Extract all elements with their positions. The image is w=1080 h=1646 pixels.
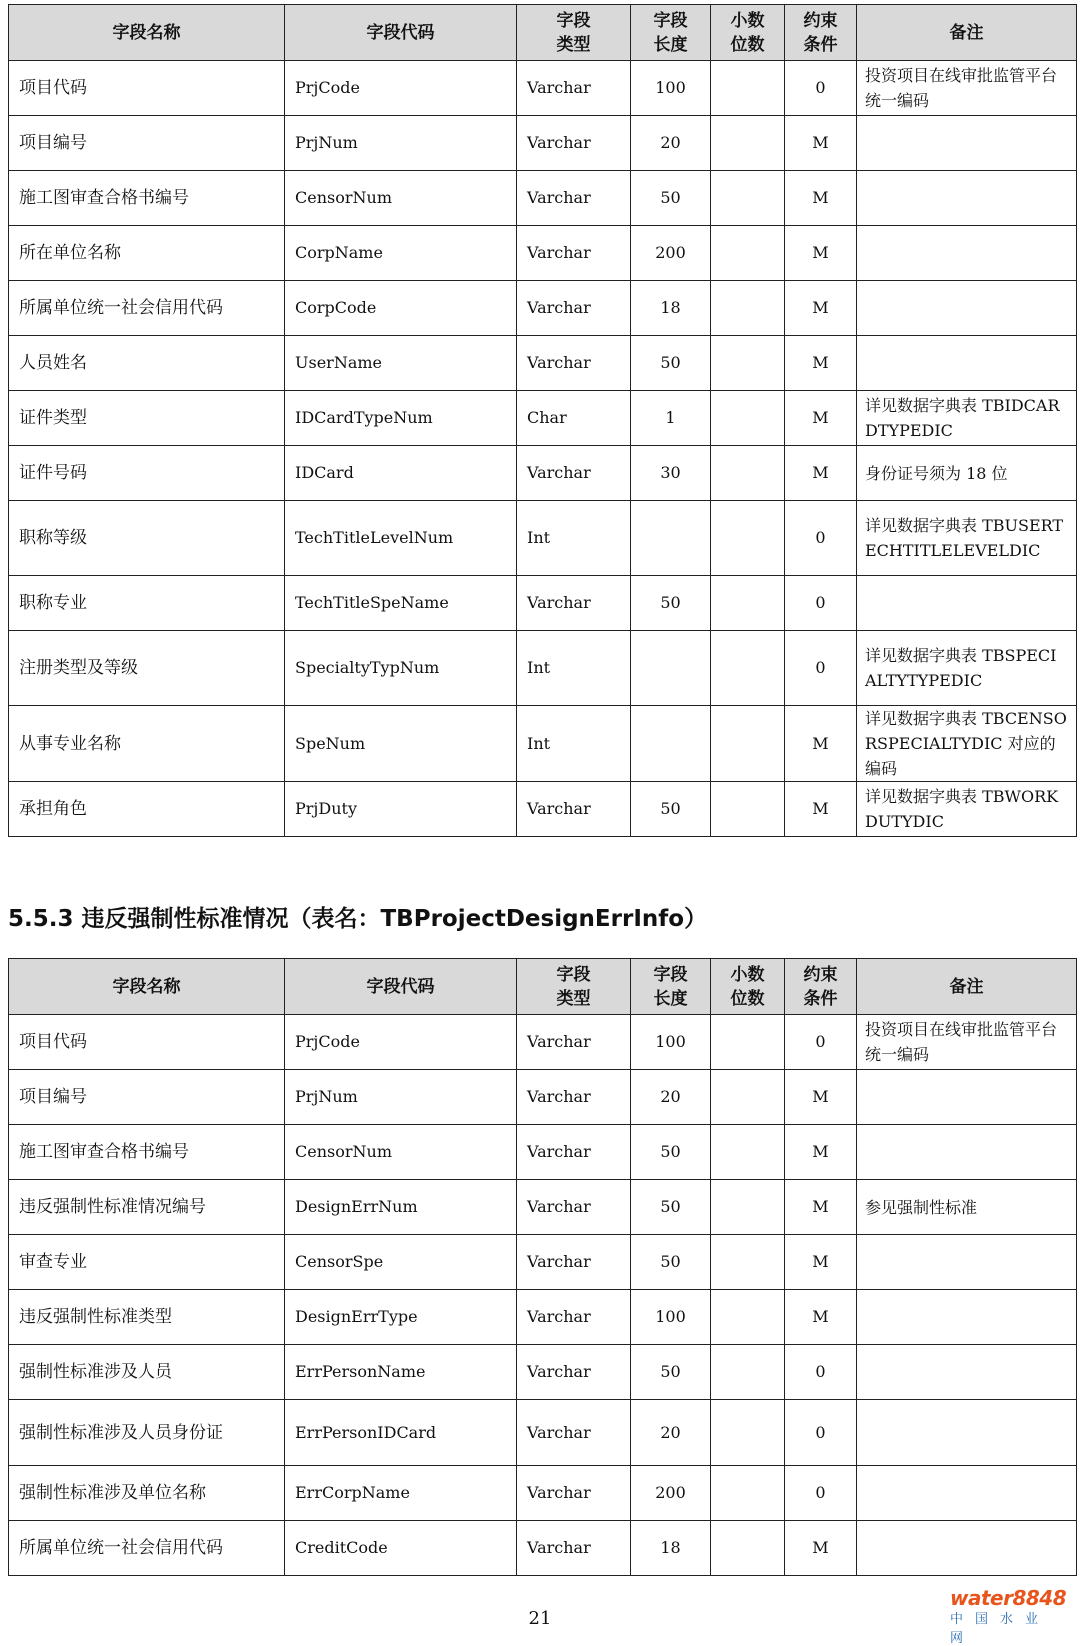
column-header: 字段 类型 bbox=[517, 959, 631, 1015]
cell-len: 100 bbox=[631, 1015, 711, 1070]
cell-dec bbox=[711, 706, 785, 782]
cell-dec bbox=[711, 391, 785, 446]
cell-type: Varchar bbox=[517, 1290, 631, 1345]
cell-type: Varchar bbox=[517, 576, 631, 631]
cell-dec bbox=[711, 501, 785, 576]
cell-code: DesignErrNum bbox=[285, 1180, 517, 1235]
column-header: 备注 bbox=[857, 5, 1077, 61]
cell-type: Varchar bbox=[517, 782, 631, 837]
field-table-personnel bbox=[8, 4, 1077, 837]
cell-remark bbox=[857, 1521, 1077, 1576]
cell-con: M bbox=[785, 706, 857, 782]
cell-name: 职称等级 bbox=[9, 501, 285, 576]
cell-code: SpeNum bbox=[285, 706, 517, 782]
table-row bbox=[9, 631, 1077, 706]
cell-name: 施工图审查合格书编号 bbox=[9, 171, 285, 226]
column-header: 备注 bbox=[857, 959, 1077, 1015]
watermark-logo bbox=[950, 1586, 1070, 1646]
cell-code: SpecialtyTypNum bbox=[285, 631, 517, 706]
table-row bbox=[9, 281, 1077, 336]
cell-type: Varchar bbox=[517, 1521, 631, 1576]
cell-con: M bbox=[785, 1235, 857, 1290]
cell-con: M bbox=[785, 1521, 857, 1576]
cell-type: Int bbox=[517, 501, 631, 576]
cell-name: 注册类型及等级 bbox=[9, 631, 285, 706]
cell-dec bbox=[711, 1070, 785, 1125]
cell-con: 0 bbox=[785, 576, 857, 631]
column-header: 小数 位数 bbox=[711, 959, 785, 1015]
cell-con: 0 bbox=[785, 1015, 857, 1070]
cell-len: 18 bbox=[631, 281, 711, 336]
cell-dec bbox=[711, 631, 785, 706]
cell-con: M bbox=[785, 446, 857, 501]
table-row bbox=[9, 1070, 1077, 1125]
column-header: 字段 长度 bbox=[631, 5, 711, 61]
cell-name: 所属单位统一社会信用代码 bbox=[9, 1521, 285, 1576]
cell-name: 证件类型 bbox=[9, 391, 285, 446]
column-header: 小数 位数 bbox=[711, 5, 785, 61]
cell-type: Varchar bbox=[517, 226, 631, 281]
cell-type: Int bbox=[517, 706, 631, 782]
cell-type: Char bbox=[517, 391, 631, 446]
cell-name: 强制性标准涉及人员 bbox=[9, 1345, 285, 1400]
cell-dec bbox=[711, 116, 785, 171]
cell-con: 0 bbox=[785, 61, 857, 116]
cell-name: 项目代码 bbox=[9, 61, 285, 116]
cell-name: 证件号码 bbox=[9, 446, 285, 501]
cell-remark bbox=[857, 576, 1077, 631]
cell-code: TechTitleLevelNum bbox=[285, 501, 517, 576]
cell-len: 50 bbox=[631, 1180, 711, 1235]
cell-dec bbox=[711, 446, 785, 501]
cell-name: 项目编号 bbox=[9, 116, 285, 171]
cell-remark: 投资项目在线审批监管平台统一编码 bbox=[857, 1015, 1077, 1070]
cell-con: M bbox=[785, 171, 857, 226]
cell-remark: 身份证号须为 18 位 bbox=[857, 446, 1077, 501]
cell-type: Varchar bbox=[517, 1015, 631, 1070]
table-row bbox=[9, 116, 1077, 171]
cell-remark: 详见数据字典表 TBWORKDUTYDIC bbox=[857, 782, 1077, 837]
cell-len: 200 bbox=[631, 226, 711, 281]
cell-dec bbox=[711, 61, 785, 116]
cell-remark bbox=[857, 1235, 1077, 1290]
cell-len: 50 bbox=[631, 1125, 711, 1180]
cell-dec bbox=[711, 1180, 785, 1235]
cell-len: 20 bbox=[631, 116, 711, 171]
cell-type: Varchar bbox=[517, 116, 631, 171]
cell-type: Int bbox=[517, 631, 631, 706]
table-row bbox=[9, 1466, 1077, 1521]
cell-name: 人员姓名 bbox=[9, 336, 285, 391]
section-title: 5.5.3 违反强制性标准情况（表名：TBProjectDesignErrInfo） bbox=[8, 906, 708, 932]
cell-con: M bbox=[785, 336, 857, 391]
cell-remark: 投资项目在线审批监管平台统一编码 bbox=[857, 61, 1077, 116]
cell-code: UserName bbox=[285, 336, 517, 391]
table-row bbox=[9, 226, 1077, 281]
cell-dec bbox=[711, 281, 785, 336]
cell-len: 1 bbox=[631, 391, 711, 446]
cell-dec bbox=[711, 1235, 785, 1290]
cell-con: M bbox=[785, 391, 857, 446]
cell-dec bbox=[711, 171, 785, 226]
cell-code: IDCard bbox=[285, 446, 517, 501]
cell-remark: 详见数据字典表 TBUSERTECHTITLELEVELDIC bbox=[857, 501, 1077, 576]
cell-remark bbox=[857, 171, 1077, 226]
cell-name: 承担角色 bbox=[9, 782, 285, 837]
cell-dec bbox=[711, 1290, 785, 1345]
table-row bbox=[9, 391, 1077, 446]
cell-name: 从事专业名称 bbox=[9, 706, 285, 782]
cell-name: 违反强制性标准类型 bbox=[9, 1290, 285, 1345]
cell-remark: 详见数据字典表 TBSPECIALTYTYPEDIC bbox=[857, 631, 1077, 706]
cell-name: 职称专业 bbox=[9, 576, 285, 631]
cell-len: 50 bbox=[631, 576, 711, 631]
cell-remark bbox=[857, 116, 1077, 171]
table-row bbox=[9, 171, 1077, 226]
cell-dec bbox=[711, 1015, 785, 1070]
cell-code: PrjCode bbox=[285, 61, 517, 116]
cell-code: ErrCorpName bbox=[285, 1466, 517, 1521]
cell-con: M bbox=[785, 281, 857, 336]
cell-dec bbox=[711, 1521, 785, 1576]
cell-name: 施工图审查合格书编号 bbox=[9, 1125, 285, 1180]
cell-len: 100 bbox=[631, 1290, 711, 1345]
column-header: 约束 条件 bbox=[785, 5, 857, 61]
cell-remark bbox=[857, 1466, 1077, 1521]
cell-type: Varchar bbox=[517, 1400, 631, 1466]
cell-con: 0 bbox=[785, 1345, 857, 1400]
watermark-bottom: 中国水业网 bbox=[950, 1612, 1051, 1646]
cell-len: 50 bbox=[631, 1235, 711, 1290]
cell-name: 所属单位统一社会信用代码 bbox=[9, 281, 285, 336]
table-row bbox=[9, 1345, 1077, 1400]
cell-con: 0 bbox=[785, 501, 857, 576]
cell-code: PrjDuty bbox=[285, 782, 517, 837]
cell-remark bbox=[857, 1400, 1077, 1466]
cell-len: 100 bbox=[631, 61, 711, 116]
table-row bbox=[9, 706, 1077, 782]
cell-type: Varchar bbox=[517, 1125, 631, 1180]
cell-name: 违反强制性标准情况编号 bbox=[9, 1180, 285, 1235]
field-table-design-err bbox=[8, 958, 1077, 1576]
table-row bbox=[9, 1125, 1077, 1180]
cell-code: PrjCode bbox=[285, 1015, 517, 1070]
cell-dec bbox=[711, 336, 785, 391]
cell-name: 所在单位名称 bbox=[9, 226, 285, 281]
cell-code: CorpCode bbox=[285, 281, 517, 336]
cell-code: CorpName bbox=[285, 226, 517, 281]
table-row bbox=[9, 1015, 1077, 1070]
column-header: 字段 类型 bbox=[517, 5, 631, 61]
cell-remark bbox=[857, 281, 1077, 336]
cell-len: 18 bbox=[631, 1521, 711, 1576]
cell-name: 审查专业 bbox=[9, 1235, 285, 1290]
cell-len: 20 bbox=[631, 1400, 711, 1466]
cell-code: ErrPersonIDCard bbox=[285, 1400, 517, 1466]
table-row bbox=[9, 576, 1077, 631]
cell-con: M bbox=[785, 1180, 857, 1235]
cell-type: Varchar bbox=[517, 446, 631, 501]
table-row bbox=[9, 1290, 1077, 1345]
cell-remark bbox=[857, 226, 1077, 281]
table-row bbox=[9, 782, 1077, 837]
column-header: 字段代码 bbox=[285, 959, 517, 1015]
cell-con: M bbox=[785, 1290, 857, 1345]
cell-dec bbox=[711, 576, 785, 631]
cell-con: M bbox=[785, 226, 857, 281]
cell-code: PrjNum bbox=[285, 1070, 517, 1125]
cell-con: M bbox=[785, 116, 857, 171]
column-header: 字段代码 bbox=[285, 5, 517, 61]
cell-type: Varchar bbox=[517, 336, 631, 391]
table-row bbox=[9, 1235, 1077, 1290]
cell-con: 0 bbox=[785, 1400, 857, 1466]
cell-len: 20 bbox=[631, 1070, 711, 1125]
column-header: 字段名称 bbox=[9, 959, 285, 1015]
table-header-row bbox=[9, 5, 1077, 61]
cell-name: 项目代码 bbox=[9, 1015, 285, 1070]
watermark-top: water8848 bbox=[950, 1586, 1067, 1610]
page-number: 21 bbox=[528, 1608, 552, 1629]
cell-code: DesignErrType bbox=[285, 1290, 517, 1345]
table-header-row bbox=[9, 959, 1077, 1015]
cell-len: 200 bbox=[631, 1466, 711, 1521]
column-header: 约束 条件 bbox=[785, 959, 857, 1015]
cell-type: Varchar bbox=[517, 1466, 631, 1521]
cell-code: CensorNum bbox=[285, 171, 517, 226]
cell-len bbox=[631, 706, 711, 782]
cell-len: 50 bbox=[631, 1345, 711, 1400]
cell-name: 强制性标准涉及人员身份证 bbox=[9, 1400, 285, 1466]
cell-len: 50 bbox=[631, 782, 711, 837]
cell-type: Varchar bbox=[517, 171, 631, 226]
cell-type: Varchar bbox=[517, 1235, 631, 1290]
cell-con: M bbox=[785, 1125, 857, 1180]
cell-remark bbox=[857, 1070, 1077, 1125]
cell-con: M bbox=[785, 1070, 857, 1125]
cell-con: 0 bbox=[785, 631, 857, 706]
cell-dec bbox=[711, 1400, 785, 1466]
cell-remark: 详见数据字典表 TBCENSORSPECIALTYDIC 对应的编码 bbox=[857, 706, 1077, 782]
table-row bbox=[9, 336, 1077, 391]
cell-name: 强制性标准涉及单位名称 bbox=[9, 1466, 285, 1521]
cell-dec bbox=[711, 1125, 785, 1180]
cell-remark: 详见数据字典表 TBIDCARDTYPEDIC bbox=[857, 391, 1077, 446]
column-header: 字段名称 bbox=[9, 5, 285, 61]
cell-remark: 参见强制性标准 bbox=[857, 1180, 1077, 1235]
cell-type: Varchar bbox=[517, 1070, 631, 1125]
table-row bbox=[9, 1180, 1077, 1235]
cell-remark bbox=[857, 1290, 1077, 1345]
cell-con: M bbox=[785, 782, 857, 837]
cell-len: 50 bbox=[631, 171, 711, 226]
table-row bbox=[9, 1521, 1077, 1576]
cell-len bbox=[631, 631, 711, 706]
cell-type: Varchar bbox=[517, 61, 631, 116]
cell-remark bbox=[857, 1125, 1077, 1180]
cell-code: CreditCode bbox=[285, 1521, 517, 1576]
table-row bbox=[9, 1400, 1077, 1466]
cell-type: Varchar bbox=[517, 1180, 631, 1235]
column-header: 字段 长度 bbox=[631, 959, 711, 1015]
cell-remark bbox=[857, 336, 1077, 391]
cell-code: ErrPersonName bbox=[285, 1345, 517, 1400]
cell-dec bbox=[711, 1345, 785, 1400]
table-row bbox=[9, 61, 1077, 116]
cell-type: Varchar bbox=[517, 281, 631, 336]
cell-code: IDCardTypeNum bbox=[285, 391, 517, 446]
table-row bbox=[9, 501, 1077, 576]
cell-remark bbox=[857, 1345, 1077, 1400]
cell-dec bbox=[711, 782, 785, 837]
table-row bbox=[9, 446, 1077, 501]
cell-len: 30 bbox=[631, 446, 711, 501]
cell-dec bbox=[711, 1466, 785, 1521]
cell-code: PrjNum bbox=[285, 116, 517, 171]
cell-code: TechTitleSpeName bbox=[285, 576, 517, 631]
cell-con: 0 bbox=[785, 1466, 857, 1521]
cell-len bbox=[631, 501, 711, 576]
cell-code: CensorSpe bbox=[285, 1235, 517, 1290]
cell-len: 50 bbox=[631, 336, 711, 391]
cell-type: Varchar bbox=[517, 1345, 631, 1400]
cell-code: CensorNum bbox=[285, 1125, 517, 1180]
cell-name: 项目编号 bbox=[9, 1070, 285, 1125]
cell-dec bbox=[711, 226, 785, 281]
